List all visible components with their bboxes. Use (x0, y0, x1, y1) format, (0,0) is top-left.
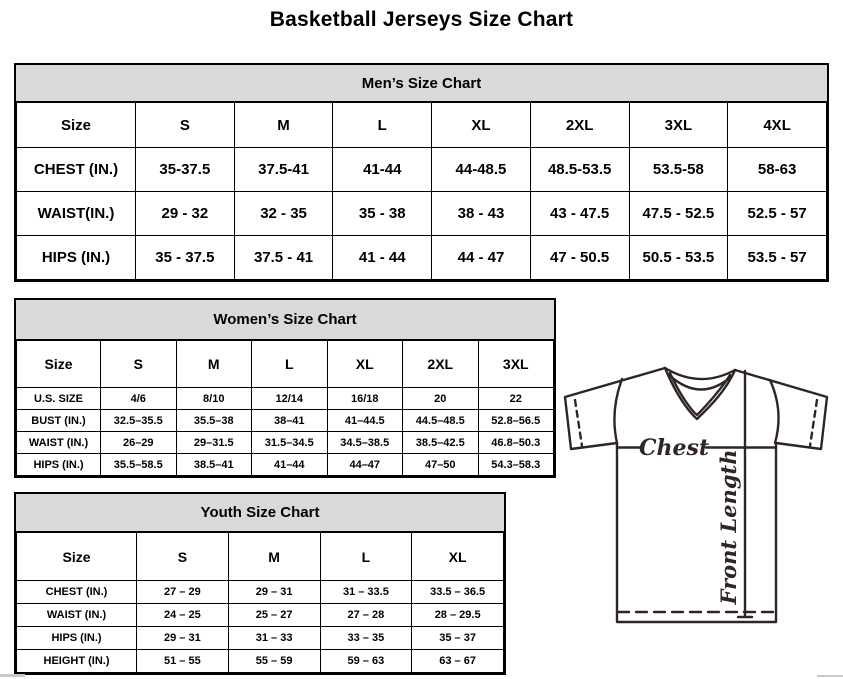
cell: 41 - 44 (333, 236, 432, 280)
mens-col-header: 4XL (728, 103, 827, 148)
cell: 33.5 – 36.5 (412, 581, 504, 604)
cell: 53.5-58 (629, 148, 728, 192)
youth-table (16, 532, 504, 673)
cell: 24 – 25 (137, 604, 229, 627)
row-label: HIPS (IN.) (17, 454, 101, 476)
cell: 44-48.5 (432, 148, 531, 192)
cell: 50.5 - 53.5 (629, 236, 728, 280)
youth-col-header: XL (412, 533, 504, 581)
cell: 48.5-53.5 (530, 148, 629, 192)
row-label: CHEST (IN.) (17, 581, 137, 604)
youth-col-header: L (320, 533, 412, 581)
cutoff-element-bottom-left (0, 674, 25, 677)
womens-col-header: S (101, 341, 177, 388)
cell: 37.5-41 (234, 148, 333, 192)
table-row (17, 604, 504, 627)
womens-size-chart (14, 298, 556, 478)
cell: 37.5 - 41 (234, 236, 333, 280)
table-row (17, 454, 554, 476)
jersey-diagram-svg (555, 355, 843, 679)
womens-col-header: 3XL (478, 341, 554, 388)
mens-col-header: M (234, 103, 333, 148)
youth-col-header: M (228, 533, 320, 581)
cell: 44–47 (327, 454, 403, 476)
jersey-right-cuff-dashed (810, 400, 817, 446)
chest-label: Chest (638, 435, 710, 461)
jersey-left-cuff-dashed (575, 400, 582, 446)
cell: 58-63 (728, 148, 827, 192)
mens-chart-title: Men’s Size Chart (16, 65, 827, 102)
cell: 16/18 (327, 388, 403, 410)
womens-col-header: M (176, 341, 252, 388)
mens-size-chart (14, 63, 829, 282)
row-label: WAIST (IN.) (17, 604, 137, 627)
cell: 35.5–58.5 (101, 454, 177, 476)
cell: 41–44 (252, 454, 328, 476)
page-title: Basketball Jerseys Size Chart (269, 8, 574, 31)
jersey-collar-back-arc (665, 368, 735, 379)
table-row (17, 432, 554, 454)
womens-header-row (17, 341, 554, 388)
cell: 31.5–34.5 (252, 432, 328, 454)
cell: 63 – 67 (412, 650, 504, 673)
jersey-left-sleeve-seam (614, 379, 622, 443)
cell: 29 – 31 (137, 627, 229, 650)
cell: 35-37.5 (136, 148, 235, 192)
mens-col-header: Size (17, 103, 136, 148)
mens-col-header: 2XL (530, 103, 629, 148)
mens-col-header: 3XL (629, 103, 728, 148)
youth-chart-title: Youth Size Chart (16, 494, 504, 532)
cell: 59 – 63 (320, 650, 412, 673)
row-label: CHEST (IN.) (17, 148, 136, 192)
womens-chart-title: Women’s Size Chart (16, 300, 554, 340)
cell: 43 - 47.5 (530, 192, 629, 236)
youth-size-chart (14, 492, 506, 675)
cell: 27 – 28 (320, 604, 412, 627)
cell: 35.5–38 (176, 410, 252, 432)
jersey-right-sleeve-seam (770, 380, 779, 443)
cell: 38.5–41 (176, 454, 252, 476)
cell: 4/6 (101, 388, 177, 410)
mens-table (16, 102, 827, 280)
youth-col-header: Size (17, 533, 137, 581)
cell: 29–31.5 (176, 432, 252, 454)
row-label: HIPS (IN.) (17, 236, 136, 280)
table-row (17, 581, 504, 604)
cell: 47.5 - 52.5 (629, 192, 728, 236)
youth-col-header: S (137, 533, 229, 581)
cell: 41-44 (333, 148, 432, 192)
cell: 55 – 59 (228, 650, 320, 673)
cell: 52.8–56.5 (478, 410, 554, 432)
row-label: HEIGHT (IN.) (17, 650, 137, 673)
cell: 53.5 - 57 (728, 236, 827, 280)
jersey-outline (565, 368, 827, 622)
womens-col-header: XL (327, 341, 403, 388)
cell: 41–44.5 (327, 410, 403, 432)
cell: 44.5–48.5 (403, 410, 479, 432)
table-row (17, 410, 554, 432)
cell: 25 – 27 (228, 604, 320, 627)
row-label: WAIST (IN.) (17, 432, 101, 454)
table-row (17, 148, 827, 192)
cell: 44 - 47 (432, 236, 531, 280)
table-row (17, 192, 827, 236)
cell: 51 – 55 (137, 650, 229, 673)
front-length-label: Front Length (716, 449, 741, 605)
cell: 26–29 (101, 432, 177, 454)
womens-col-header: L (252, 341, 328, 388)
cell: 22 (478, 388, 554, 410)
cell: 47–50 (403, 454, 479, 476)
cell: 32.5–35.5 (101, 410, 177, 432)
cell: 47 - 50.5 (530, 236, 629, 280)
cell: 35 – 37 (412, 627, 504, 650)
row-label: HIPS (IN.) (17, 627, 137, 650)
cell: 27 – 29 (137, 581, 229, 604)
mens-col-header: L (333, 103, 432, 148)
cutoff-element-bottom-right (817, 675, 843, 677)
cell: 33 – 35 (320, 627, 412, 650)
table-row (17, 627, 504, 650)
cell: 28 – 29.5 (412, 604, 504, 627)
cell: 52.5 - 57 (728, 192, 827, 236)
cell: 29 - 32 (136, 192, 235, 236)
womens-col-header: Size (17, 341, 101, 388)
cell: 29 – 31 (228, 581, 320, 604)
table-row (17, 236, 827, 280)
cell: 38.5–42.5 (403, 432, 479, 454)
cell: 20 (403, 388, 479, 410)
cell: 8/10 (176, 388, 252, 410)
cell: 31 – 33 (228, 627, 320, 650)
row-label: WAIST(IN.) (17, 192, 136, 236)
cell: 35 - 38 (333, 192, 432, 236)
mens-header-row (17, 103, 827, 148)
row-label: BUST (IN.) (17, 410, 101, 432)
cell: 31 – 33.5 (320, 581, 412, 604)
table-row (17, 650, 504, 673)
table-row (17, 388, 554, 410)
cell: 32 - 35 (234, 192, 333, 236)
cell: 38 - 43 (432, 192, 531, 236)
row-label: U.S. SIZE (17, 388, 101, 410)
cell: 46.8–50.3 (478, 432, 554, 454)
jersey-measurement-diagram (555, 355, 843, 679)
mens-col-header: XL (432, 103, 531, 148)
cell: 12/14 (252, 388, 328, 410)
cell: 34.5–38.5 (327, 432, 403, 454)
womens-col-header: 2XL (403, 341, 479, 388)
cell: 38–41 (252, 410, 328, 432)
cell: 35 - 37.5 (136, 236, 235, 280)
womens-table (16, 340, 554, 476)
youth-header-row (17, 533, 504, 581)
mens-col-header: S (136, 103, 235, 148)
cell: 54.3–58.3 (478, 454, 554, 476)
